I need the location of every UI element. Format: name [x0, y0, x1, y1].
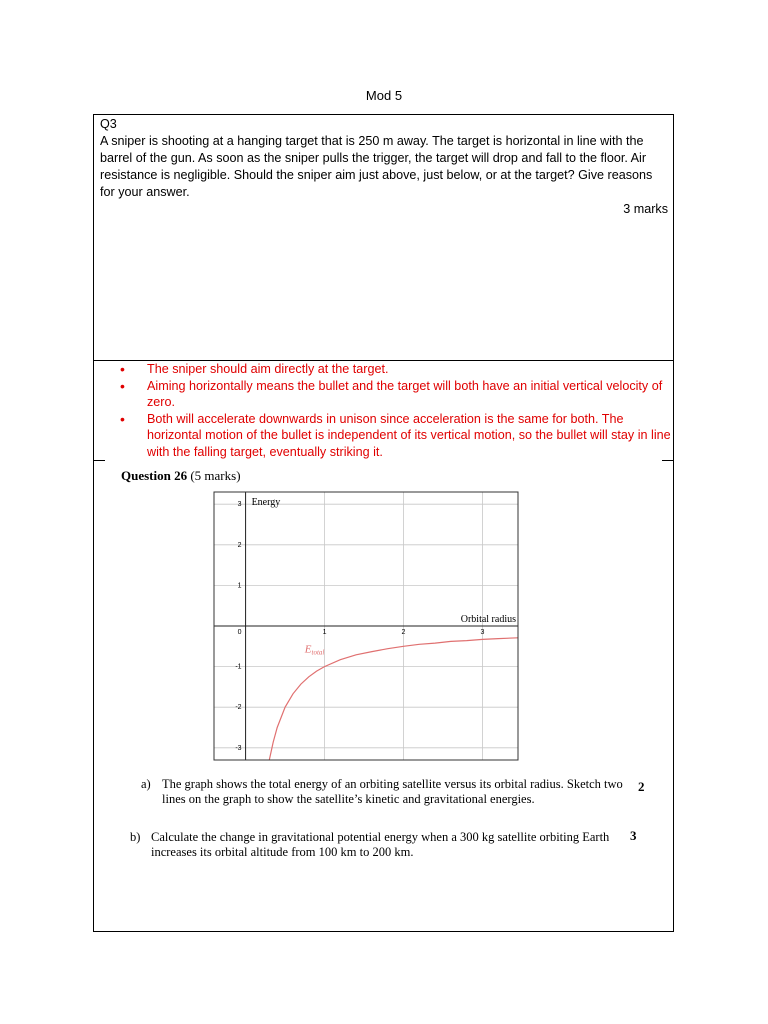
answer-item: • The sniper should aim directly at the target. — [120, 361, 672, 378]
answer-item: • Both will accelerate downwards in unison since acceleration is the same for both. The horizontal motion of the bullet is independent of its vertical motion, so the bullet will stay in line with the falling target, eventually striking it. — [120, 411, 672, 461]
page-header: Mod 5 — [365, 88, 403, 103]
right-margin-tick — [662, 460, 674, 461]
series-label-e-total — [304, 643, 325, 656]
y-tick-label: 2 — [237, 541, 242, 549]
y-tick-label: -2 — [235, 704, 242, 712]
q3-section — [100, 116, 668, 218]
answer-item: • Aiming horizontally means the bullet and the target will both have an initial vertical velocity of zero. — [120, 378, 672, 411]
series-line-e-total — [269, 638, 518, 760]
part-b-text: Calculate the change in gravitational potential energy when a 300 kg satellite orbiting Earth increases its orbital altitude from 100 km to 200 km. — [151, 830, 610, 859]
q26-heading — [121, 468, 241, 484]
q3-marks: 3 marks — [623, 202, 668, 216]
part-b-marks: 3 — [630, 828, 637, 843]
y-tick-label: 3 — [237, 501, 242, 509]
y-tick-label: -1 — [235, 663, 242, 671]
part-a-label: a) — [141, 777, 151, 791]
x-tick-label: 3 — [480, 629, 485, 636]
x-tick-label: 2 — [401, 629, 406, 636]
y-tick-label: 0 — [237, 629, 242, 636]
y-axis-label: Energy — [251, 497, 281, 508]
part-b — [130, 830, 650, 864]
part-a-text: The graph shows the total energy of an orbiting satellite versus its orbital radius. Sketch two lines on the graph to show the satellite’s kinetic and gravitational energies. — [162, 777, 623, 806]
y-tick-label: 1 — [237, 582, 242, 590]
part-a-marks: 2 — [638, 779, 645, 794]
q3-answer-list — [120, 361, 672, 460]
q26-title: Question 26 — [121, 468, 188, 483]
energy-orbital-radius-chart — [212, 490, 520, 762]
left-margin-tick — [93, 460, 105, 461]
y-tick-label: -3 — [235, 744, 242, 752]
q3-label: Q3 — [100, 117, 117, 131]
chart-axes — [214, 492, 518, 760]
part-b-label: b) — [130, 830, 141, 844]
x-axis-label: Orbital radius — [460, 614, 516, 625]
part-a — [141, 777, 651, 811]
q3-question-text: A sniper is shooting at a hanging target that is 250 m away. The target is horizontal in line with the barrel of the gun. As soon as the sniper pulls the trigger, the target will drop and fall to the floor. Air resistance is negligible. Should the sniper aim just above, just below, or at the target? Give reasons for your answer. — [100, 134, 653, 199]
series-label-main: E — [304, 643, 312, 656]
series-label-subscript: total — [311, 648, 325, 657]
q26-marks: (5 marks) — [190, 468, 241, 483]
x-tick-label: 1 — [322, 629, 327, 636]
